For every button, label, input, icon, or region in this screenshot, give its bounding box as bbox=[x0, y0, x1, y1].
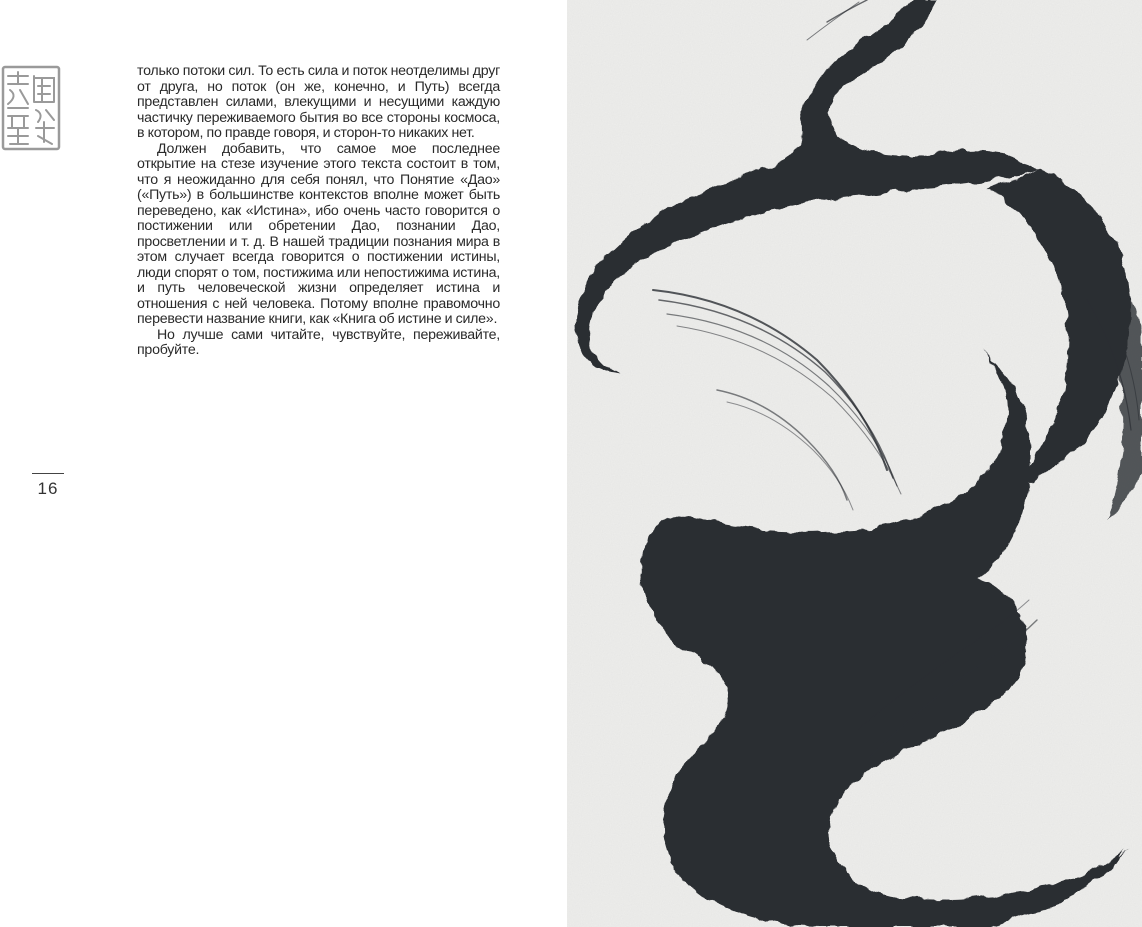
body-text bbox=[137, 64, 500, 359]
calligraphy-illustration bbox=[567, 0, 1142, 927]
left-page bbox=[0, 0, 567, 927]
paragraph-2: Должен добавить, что самое мое последнее открытие на стезе изучение этого текста состоит в том, что я неожиданно для себя понял, что Понятие «Дао» («Путь») в большинстве контекстов вполне может быть переведено, как «Истина», ибо очень часто говорится о постижении или обретении Дао, познании Дао, просветлении и т. д. В нашей традиции познания мира в этом случает всегда говорится о постижении истины, люди спорят о том, постижима или непостижима истина, и путь человеческой жизни определяет истина и отношения с ней человека. Потому вполне правомочно перевести название книги, как «Книга об истине и силе». bbox=[137, 140, 500, 327]
folio-rule bbox=[32, 473, 64, 474]
paragraph-1: только потоки сил. То есть сила и поток неотделимы друг от друга, но поток (он же, конечно, и Путь) всегда представлен силами, влекущими и несущими каждую частичку переживаемого бытия во все стороны космоса, в котором, по правде говоря, и сторон-то никаких нет. bbox=[137, 63, 500, 141]
page-number: 16 bbox=[37, 479, 59, 498]
seal-stamp-icon bbox=[0, 64, 62, 152]
paragraph-3: Но лучше сами читайте, чувствуйте, переживайте, пробуйте. bbox=[137, 326, 500, 358]
right-page-illustration bbox=[567, 0, 1142, 927]
